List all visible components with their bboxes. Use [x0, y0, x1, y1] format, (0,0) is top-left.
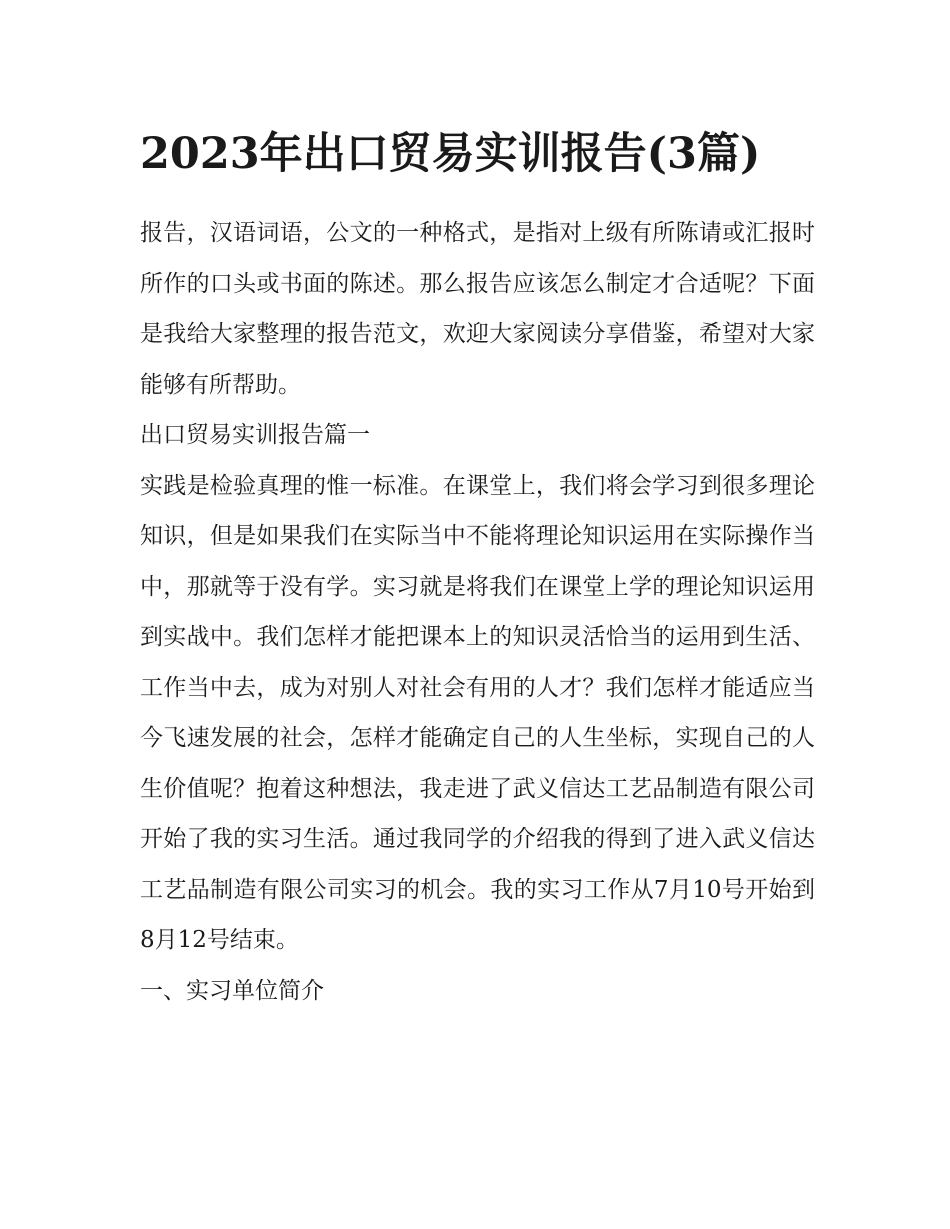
document-title: 2023年出口贸易实训报告(3篇)	[140, 129, 761, 179]
document-page	[140, 118, 815, 1016]
subheading: 一、实习单位简介	[140, 977, 324, 1004]
body-paragraph: 实践是检验真理的惟一标准。在课堂上，我们将会学习到很多理论知识，但是如果我们在实际当中不能将理论知识运用在实际操作当中，那就等于没有学。实习就是将我们在课堂上学的理论知识运用到实战中。我们怎样才能把课本上的知识灵活恰当的运用到生活、工作当中去，成为对别人对社会有用的人才？我们怎样才能适应当今飞速发展的社会，怎样才能确定自己的人生坐标，实现自己的人生价值呢？抱着这种想法，我走进了武义信达工艺品制造有限公司开始了我的实习生活。通过我同学的介绍我的得到了进入武义信达工艺品制造有限公司实习的机会。我的实习工作从7月10号开始到8月12号结束。	[140, 472, 815, 953]
intro-paragraph: 报告，汉语词语，公文的一种格式，是指对上级有所陈请或汇报时所作的口头或书面的陈述。那么报告应该怎么制定才合适呢？下面是我给大家整理的报告范文，欢迎大家阅读分享借鉴，希望对大家能够有所帮助。	[140, 220, 815, 398]
section-title: 出口贸易实训报告篇一	[140, 422, 370, 448]
